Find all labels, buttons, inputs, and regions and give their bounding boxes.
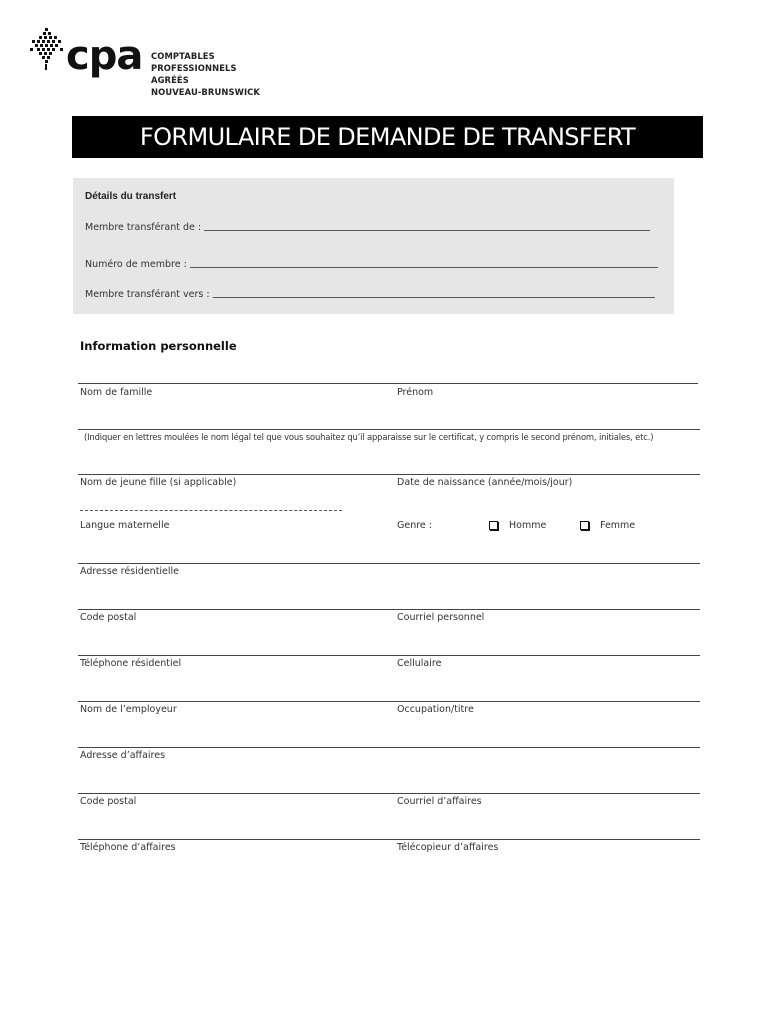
business-phone-label[interactable]: Téléphone d’affaires [80,842,176,853]
divider [78,793,700,794]
transfer-from-field[interactable] [85,221,650,233]
divider [78,747,700,748]
birth-date-label[interactable]: Date de naissance (année/mois/jour) [397,477,573,488]
divider [78,609,700,610]
logo-text [151,50,260,98]
occupation-label[interactable]: Occupation/titre [397,704,474,715]
female-label: Femme [600,520,636,531]
divider [78,429,700,430]
logo-line: AGRÉÉS [151,75,189,85]
gender-female-option[interactable] [580,520,635,531]
form-title: FORMULAIRE DE DEMANDE DE TRANSFERT [72,116,703,158]
gender-label: Genre : [397,520,432,531]
logo-line: PROFESSIONNELS [151,63,237,73]
home-phone-label[interactable]: Téléphone résidentiel [80,658,182,669]
transfer-from-label: Membre transférant de : [85,222,202,233]
male-label: Homme [509,520,547,531]
personal-email-label[interactable]: Courriel personnel [397,612,485,623]
divider [78,701,700,702]
divider [78,474,700,475]
transfer-to-label: Membre transférant vers : [85,289,210,300]
cpa-logo [30,28,270,98]
last-name-label[interactable]: Nom de famille [80,387,153,398]
transfer-to-blank[interactable] [213,288,655,298]
first-name-label[interactable]: Prénom [397,387,434,398]
mother-tongue-label[interactable]: Langue maternelle [80,520,170,531]
gender-male-option[interactable] [489,520,546,531]
divider [78,383,698,384]
cell-phone-label[interactable]: Cellulaire [397,658,442,669]
male-checkbox[interactable] [489,521,498,530]
personal-info-title: Information personnelle [80,339,237,353]
maiden-name-blank[interactable] [80,510,342,511]
business-fax-label[interactable]: Télécopieur d’affaires [397,842,499,853]
maiden-name-label[interactable]: Nom de jeune fille (si applicable) [80,477,237,488]
member-number-blank[interactable] [190,258,658,268]
female-checkbox[interactable] [580,521,589,530]
divider [78,655,700,656]
transfer-details-box [73,178,674,314]
maple-leaf-icon [30,28,64,70]
business-address-label[interactable]: Adresse d’affaires [80,750,166,761]
legal-name-note: (Indiquer en lettres moulées le nom légal tel que vous souhaitez qu’il apparaisse sur le certificat, y compris le second prénom, initiales, etc.) [84,432,654,442]
member-number-field[interactable] [85,258,658,270]
home-address-label[interactable]: Adresse résidentielle [80,566,180,577]
employer-name-label[interactable]: Nom de l’employeur [80,704,177,715]
logo-line: COMPTABLES [151,51,215,61]
logo-line: NOUVEAU-BRUNSWICK [151,87,260,97]
transfer-from-blank[interactable] [204,221,650,231]
transfer-to-field[interactable] [85,288,655,300]
divider [78,839,700,840]
member-number-label: Numéro de membre : [85,259,187,270]
postal-code-label[interactable]: Code postal [80,612,137,623]
divider [78,563,700,564]
logo-wordmark: cpa [66,33,143,79]
transfer-details-title: Détails du transfert [85,191,177,202]
business-email-label[interactable]: Courriel d’affaires [397,796,482,807]
business-postal-code-label[interactable]: Code postal [80,796,137,807]
